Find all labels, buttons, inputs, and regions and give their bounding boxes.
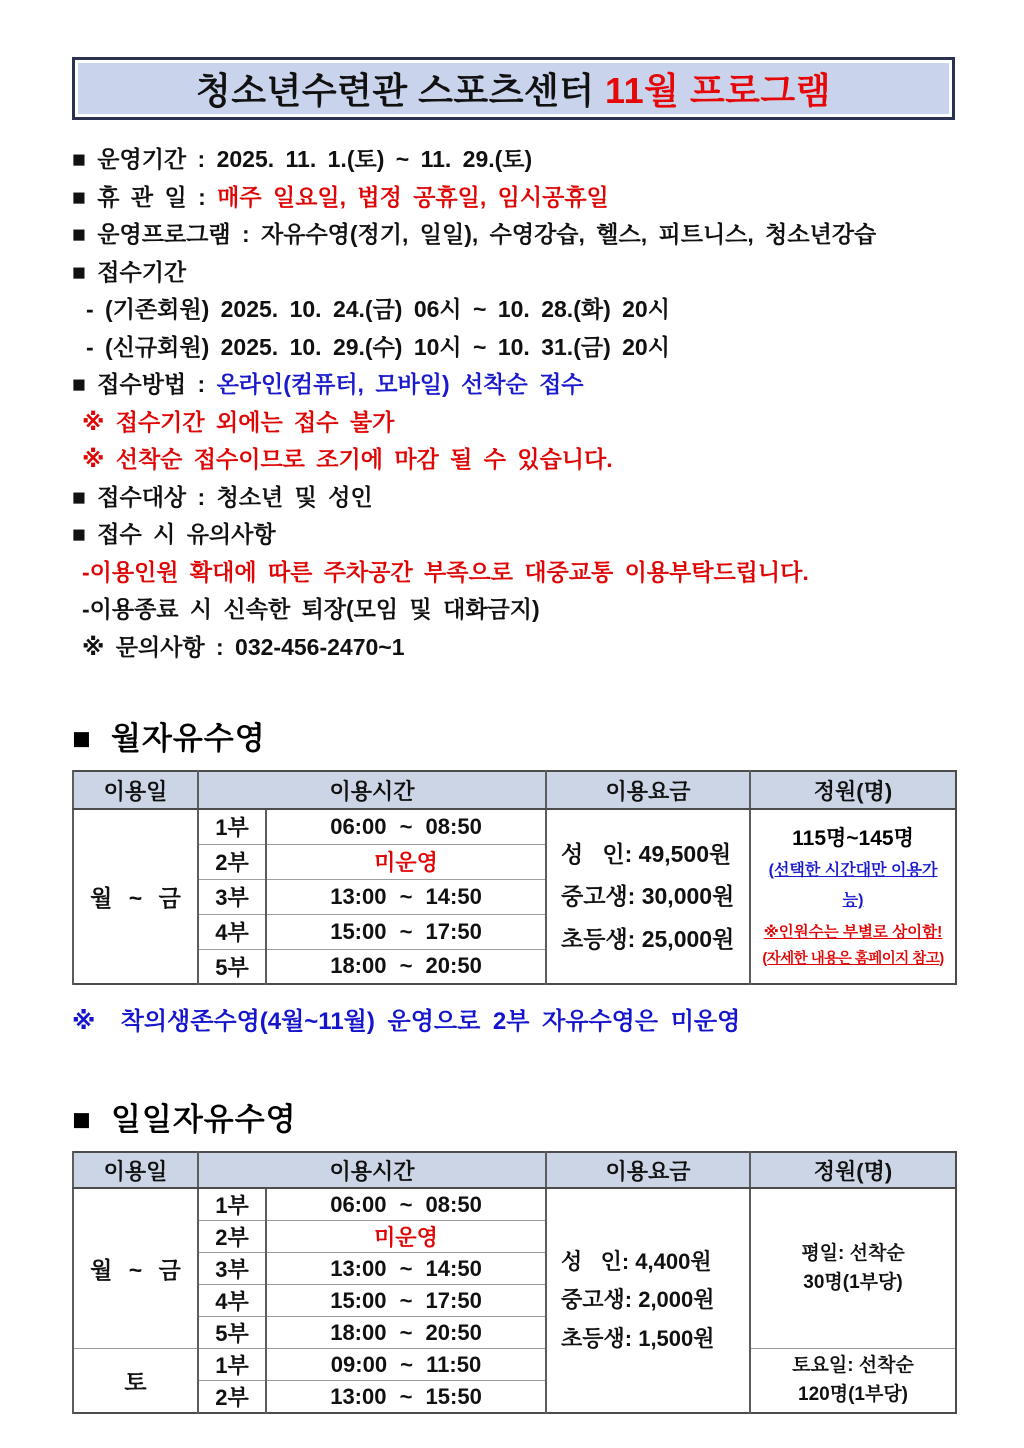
monthly-part-1: 1부 (198, 809, 266, 844)
monthly-header-row (73, 771, 956, 809)
info-closed-days-label: ■ 휴 관 일 : (72, 183, 218, 210)
daily-wk-part-3: 3부 (198, 1253, 266, 1285)
monthly-fee-cell (546, 809, 750, 984)
monthly-time-2-closed: 미운영 (266, 844, 546, 879)
info-registration-method-value: 온라인(컴퓨터, 모바일) 선착순 접수 (216, 371, 584, 397)
daily-fee-teen: 중고생: 2,000원 (561, 1287, 715, 1313)
monthly-header-day: 이용일 (73, 771, 198, 809)
info-registration-period: ■ 접수기간 (72, 258, 187, 285)
monthly-time-3: 13:00 ~ 14:50 (266, 879, 546, 914)
monthly-part-5: 5부 (198, 949, 266, 984)
info-parking-notice: -이용인원 확대에 따른 주차공간 부족으로 대중교통 이용부탁드립니다. (82, 558, 809, 585)
daily-wk-time-4: 15:00 ~ 17:50 (266, 1285, 546, 1317)
daily-weekday-cell: 월 ~ 금 (73, 1188, 198, 1349)
info-closed-days (72, 179, 955, 217)
info-note-no-registration: ※ 접수기간 외에는 접수 불가 (82, 408, 395, 435)
daily-wk-time-3: 13:00 ~ 14:50 (266, 1253, 546, 1285)
monthly-time-5: 18:00 ~ 20:50 (266, 949, 546, 984)
monthly-swim-table (72, 770, 957, 985)
daily-weekday-capacity-line1: 평일: 선착순 (801, 1243, 905, 1264)
info-closed-days-value: 매주 일요일, 법정 공휴일, 임시공휴일 (217, 183, 609, 210)
daily-sat-part-2: 2부 (198, 1381, 266, 1414)
monthly-day-cell: 월 ~ 금 (73, 809, 198, 984)
table-row (73, 1349, 956, 1381)
monthly-time-1: 06:00 ~ 08:50 (266, 809, 546, 844)
monthly-fee-teen: 중고생: 30,000원 (561, 883, 735, 910)
info-precautions-heading: ■ 접수 시 유의사항 (72, 521, 276, 547)
monthly-header-fee: 이용요금 (546, 771, 750, 809)
daily-saturday-capacity-cell (750, 1349, 956, 1414)
monthly-part-2: 2부 (198, 844, 266, 879)
info-eligibility: ■ 접수대상 : 청소년 및 성인 (72, 483, 373, 510)
monthly-header-time: 이용시간 (198, 771, 546, 809)
daily-sat-part-1: 1부 (198, 1349, 266, 1381)
info-programs: ■ 운영프로그램 : 자유수영(정기, 일일), 수영강습, 헬스, 피트니스, 청소년강습 (72, 221, 877, 247)
daily-swim-table (72, 1151, 957, 1414)
monthly-capacity-cell (750, 809, 956, 984)
daily-wk-time-1: 06:00 ~ 08:50 (266, 1188, 546, 1221)
info-exit-notice: -이용종료 시 신속한 퇴장(모임 및 대화금지) (82, 596, 540, 622)
monthly-part-3: 3부 (198, 879, 266, 914)
table-row (73, 1188, 956, 1221)
daily-wk-part-5: 5부 (198, 1317, 266, 1349)
daily-header-capacity: 정원(명) (750, 1152, 956, 1188)
daily-wk-time-2-closed: 미운영 (266, 1221, 546, 1253)
page-title-month-red: 11월 프로그램 (605, 70, 831, 111)
daily-fee-child: 초등생: 1,500원 (561, 1325, 715, 1351)
daily-wk-part-4: 4부 (198, 1285, 266, 1317)
daily-wk-part-1: 1부 (198, 1188, 266, 1221)
page-title-black: 청소년수련관 스포츠센터 (196, 70, 606, 111)
info-registration-method (72, 366, 955, 404)
daily-saturday-cell: 토 (73, 1349, 198, 1414)
monthly-time-4: 15:00 ~ 17:50 (266, 914, 546, 949)
monthly-capacity-red-note-2: (자세한 내용은 홈페이지 참고) (762, 950, 944, 967)
monthly-capacity-blue-note: (선택한 시간대만 이용가능) (768, 861, 938, 910)
daily-saturday-capacity-line1: 토요일: 선착순 (792, 1355, 914, 1376)
daily-wk-part-2: 2부 (198, 1221, 266, 1253)
daily-fee-adult: 성 인: 4,400원 (561, 1248, 712, 1274)
info-new-members: - (신규회원) 2025. 10. 29.(수) 10시 ~ 10. 31.(금) 20시 (86, 333, 670, 360)
daily-header-day: 이용일 (73, 1152, 198, 1188)
daily-header-time: 이용시간 (198, 1152, 546, 1188)
info-contact: ※ 문의사항 : 032-456-2470~1 (82, 633, 405, 660)
daily-wk-time-5: 18:00 ~ 20:50 (266, 1317, 546, 1349)
daily-sat-time-2: 13:00 ~ 15:50 (266, 1381, 546, 1414)
monthly-header-capacity: 정원(명) (750, 771, 956, 809)
daily-header-row (73, 1152, 956, 1188)
daily-fee-cell (546, 1188, 750, 1413)
monthly-capacity-range: 115명~145명 (792, 826, 914, 850)
info-operating-period: ■ 운영기간 : 2025. 11. 1.(토) ~ 11. 29.(토) (72, 146, 533, 172)
title-banner (72, 57, 955, 120)
monthly-fee-child: 초등생: 25,000원 (561, 925, 735, 952)
daily-weekday-capacity-cell (750, 1188, 956, 1349)
info-registration-method-label: ■ 접수방법 : (72, 371, 217, 397)
page-title (196, 63, 831, 114)
section-title-monthly-swim: ■ 월자유수영 (72, 721, 266, 756)
table-row (73, 809, 956, 844)
section-title-daily-swim: ■ 일일자유수영 (72, 1102, 297, 1137)
monthly-swim-footnote: ※ 착의생존수영(4월~11월) 운영으로 2부 자유수영은 미운영 (72, 1008, 741, 1035)
info-existing-members: - (기존회원) 2025. 10. 24.(금) 06시 ~ 10. 28.(화) 20시 (86, 296, 670, 322)
daily-sat-time-1: 09:00 ~ 11:50 (266, 1349, 546, 1381)
daily-header-fee: 이용요금 (546, 1152, 750, 1188)
monthly-capacity-red-note-1: ※인원수는 부별로 상이함! (763, 923, 943, 941)
daily-saturday-capacity-line2: 120명(1부당) (798, 1383, 908, 1405)
daily-weekday-capacity-line2: 30명(1부당) (803, 1271, 903, 1293)
monthly-part-4: 4부 (198, 914, 266, 949)
info-note-first-come: ※ 선착순 접수이므로 조기에 마감 될 수 있습니다. (82, 446, 613, 472)
monthly-fee-adult: 성 인: 49,500원 (561, 840, 732, 867)
info-list (72, 141, 955, 666)
